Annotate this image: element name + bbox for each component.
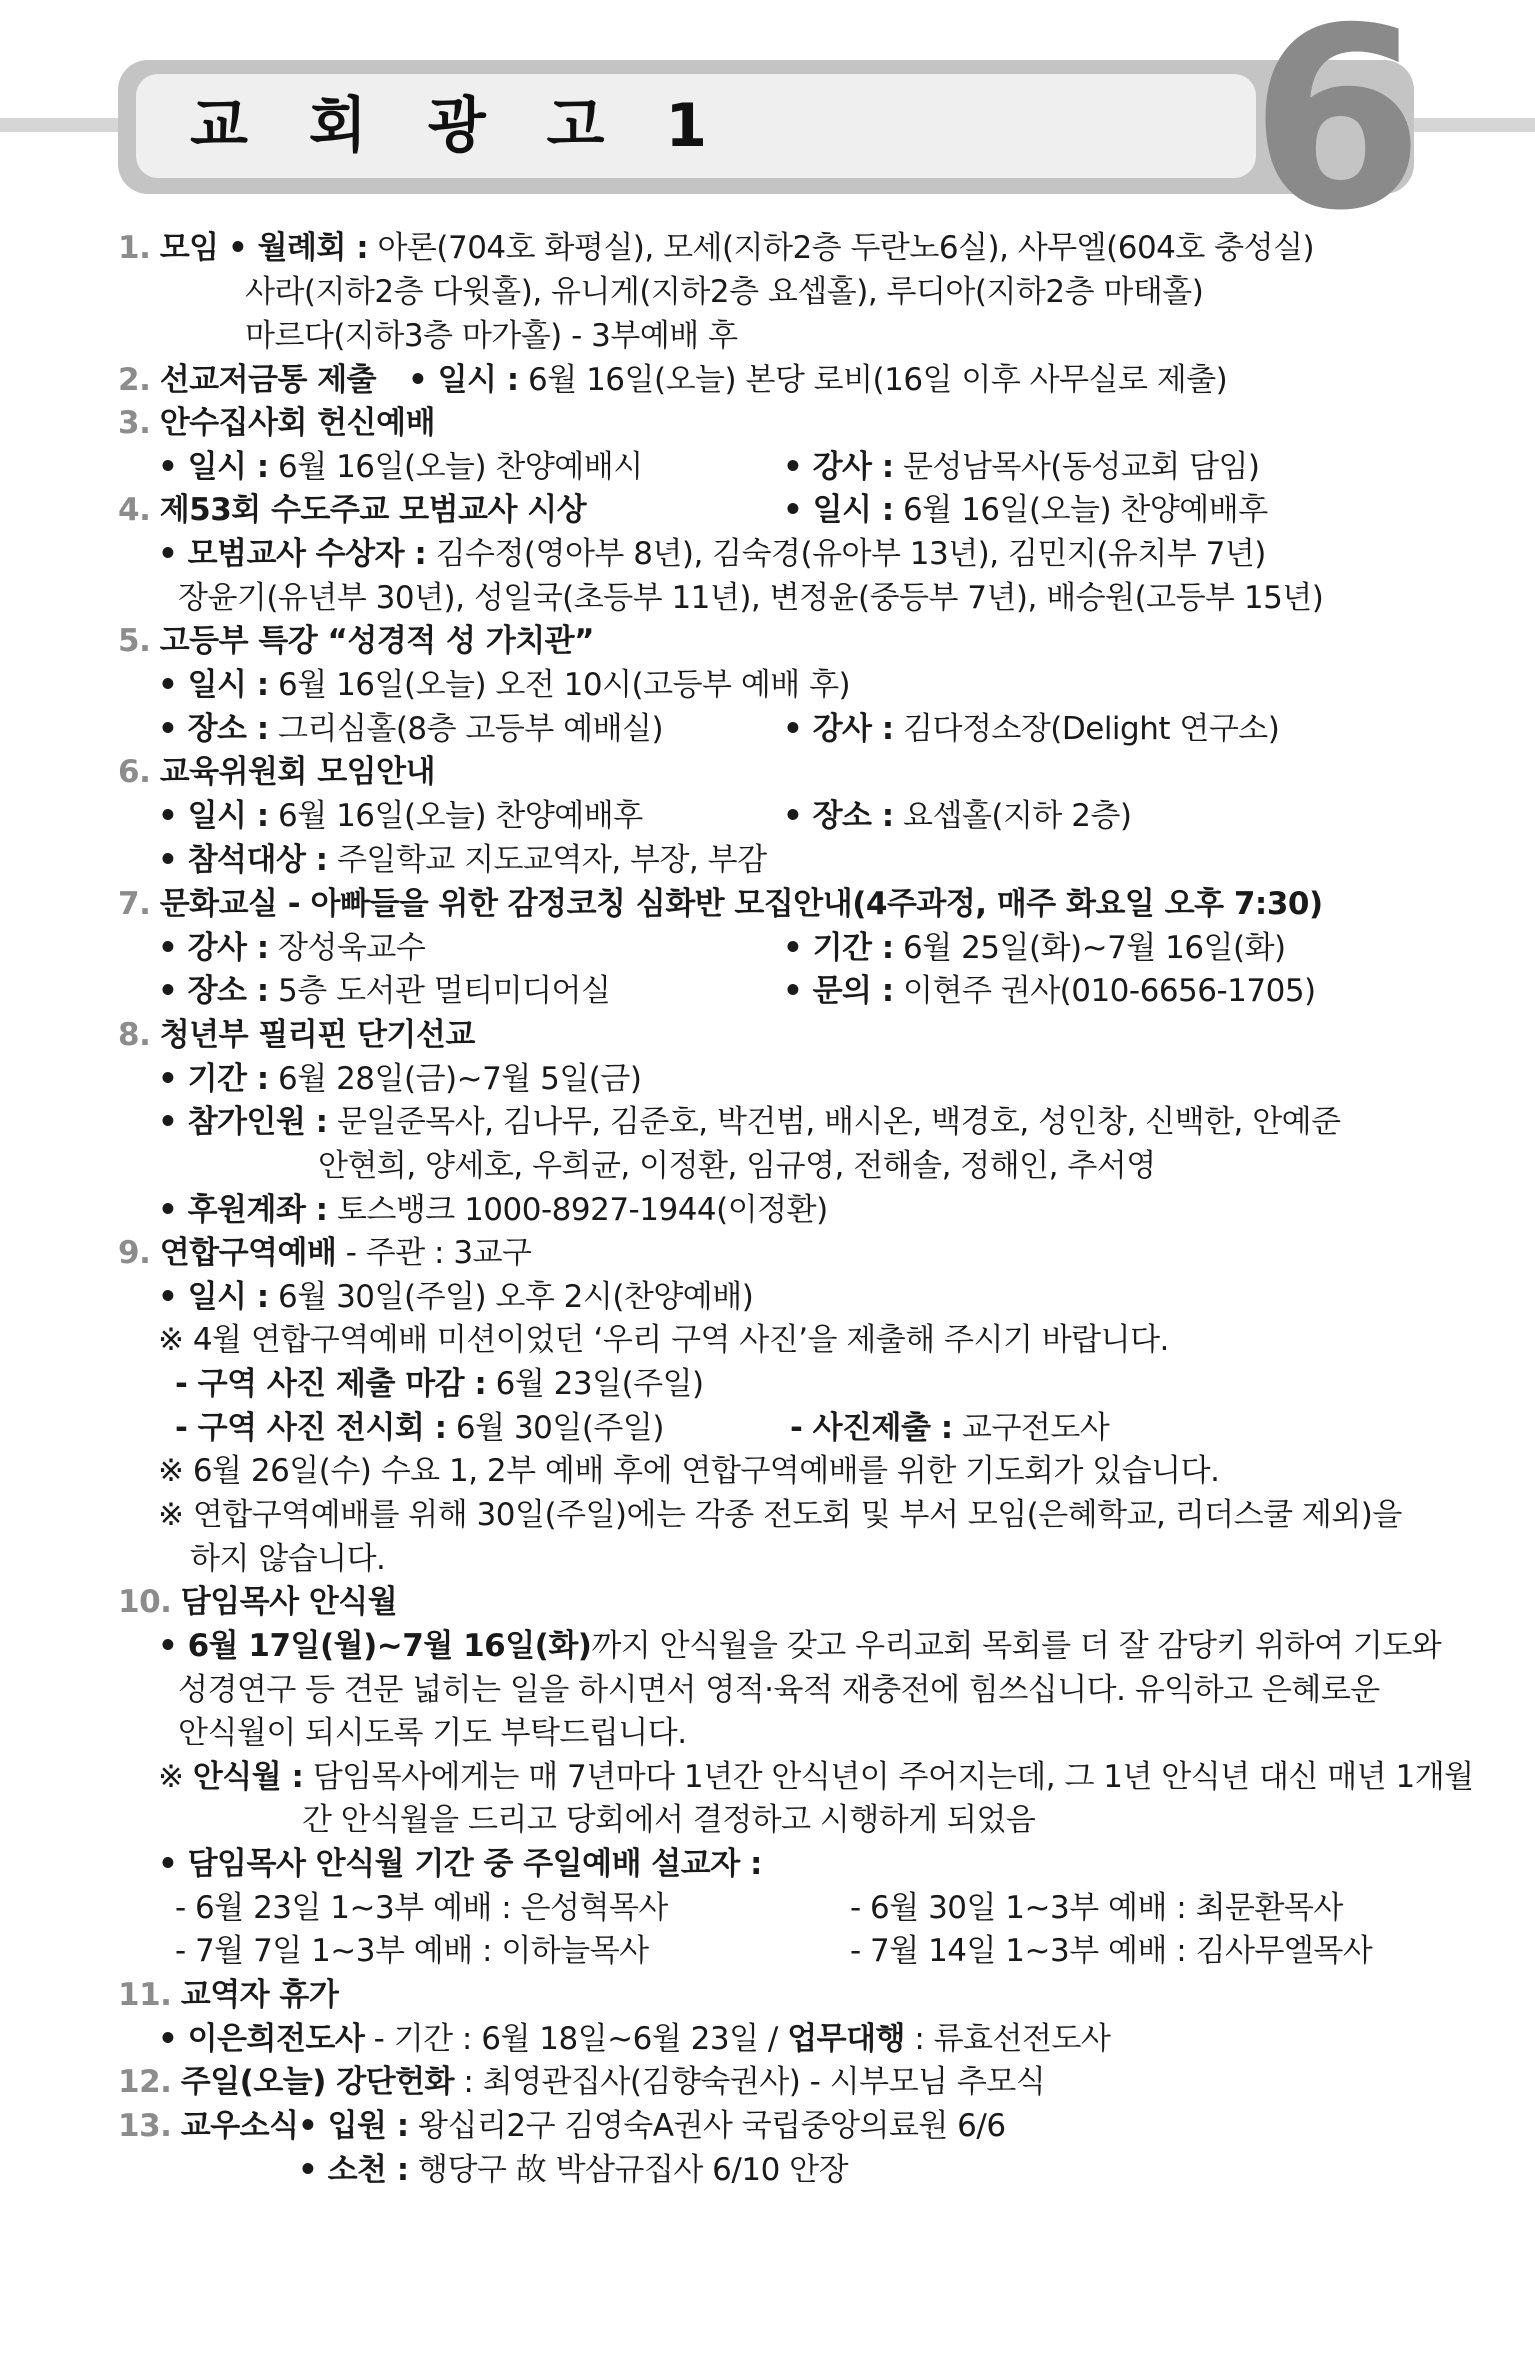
item-8-account — [158, 1190, 828, 1230]
item-7-place — [158, 971, 610, 1011]
item-number: 1. — [118, 230, 151, 266]
item-2 — [118, 360, 376, 400]
item-title-rest: - 주관 : 3교구 — [336, 1235, 532, 1271]
item-9-submit — [790, 1408, 1109, 1448]
item-text: 장성욱교수 — [268, 930, 426, 966]
item-11 — [118, 1975, 338, 2015]
item-8-period — [158, 1059, 641, 1099]
item-title: 모임 — [159, 230, 219, 266]
item-label: • 일시 : — [158, 449, 269, 485]
item-text: 요셉홀(지하 2층) — [893, 798, 1132, 834]
item-13-hospital — [298, 2106, 1006, 2146]
item-number: 2. — [118, 362, 151, 398]
item-10-body-line-2: 성경연구 등 견문 넓히는 일을 하시면서 영적·육적 재충전에 힘쓰십니다. 유익하고 은혜로운 — [178, 1672, 1380, 1708]
preacher-schedule-4: - 7월 14일 1~3부 예배 : 김사무엘목사 — [850, 1933, 1373, 1969]
item-label: • 참가인원 : — [158, 1104, 328, 1140]
item-text: 6월 16일(오늘) 찬양예배시 — [268, 449, 643, 485]
item-text: 6월 25일(화)~7월 16일(화) — [893, 930, 1286, 966]
item-text: 6월 28일(금)~7월 5일(금) — [268, 1061, 642, 1097]
item-title: 고등부 특강 “성경적 성 가치관” — [159, 623, 594, 659]
note-mark: ※ — [158, 1759, 193, 1795]
preacher-schedule-2: - 6월 30일 1~3부 예배 : 최문환목사 — [850, 1890, 1343, 1926]
item-text: 김다정소장(Delight 연구소) — [893, 711, 1280, 747]
item-title: 주일(오늘) 강단헌화 — [180, 2064, 454, 2100]
item-9-note-2: ※ 6월 26일(수) 수요 1, 2부 예배 후에 연합구역예배를 위한 기도회가 있습니다. — [158, 1453, 1220, 1489]
item-label: • 일시 : — [158, 798, 269, 834]
item-10-note — [158, 1757, 1474, 1797]
item-title: 문화교실 - 아빠들을 위한 감정코칭 심화반 모집안내(4주과정, 매주 화요일 오후 7:30) — [159, 886, 1323, 922]
item-label: • 장소 : — [158, 973, 269, 1009]
item-12 — [118, 2062, 1045, 2102]
item-9-deadline — [175, 1364, 704, 1404]
item-3-date — [158, 447, 643, 487]
item-text: 6월 16일(오늘) 오전 10시(고등부 예배 후) — [268, 667, 851, 703]
item-label: • 장소 : — [158, 711, 269, 747]
item-6-date — [158, 796, 643, 836]
item-8-members — [158, 1102, 1341, 1142]
item-2-detail — [408, 360, 1227, 400]
preacher-schedule-3: - 7월 7일 1~3부 예배 : 이하늘목사 — [175, 1933, 649, 1969]
item-number: 3. — [118, 405, 151, 441]
item-3-speaker — [783, 447, 1260, 487]
item-9-note-1: ※ 4월 연합구역예배 미션이었던 ‘우리 구역 사진’을 제출해 주시기 바랍니다. — [158, 1322, 1169, 1358]
item-title: 선교저금통 제출 — [159, 362, 377, 398]
item-9 — [118, 1233, 531, 1273]
item-label: • 입원 : — [298, 2108, 409, 2144]
item-label: • 강사 : — [783, 449, 894, 485]
item-9-exhibit — [175, 1408, 664, 1448]
item-5-speaker — [783, 709, 1279, 749]
item-text: : 최영관집사(김향숙권사) - 시부모님 추모식 — [453, 2064, 1046, 2100]
item-4-date — [783, 490, 1268, 530]
item-9-note-3-line-2: 하지 않습니다. — [190, 1541, 386, 1577]
item-label: - 구역 사진 제출 마감 : — [175, 1366, 487, 1402]
item-label: • 일시 : — [783, 492, 894, 528]
item-text: 담임목사에게는 매 7년마다 1년간 안식년이 주어지는데, 그 1년 안식년 대신 매년 1개월 — [303, 1759, 1474, 1795]
item-label: • 일시 : — [158, 1279, 269, 1315]
item-6-place — [783, 796, 1132, 836]
item-10-body — [158, 1626, 1441, 1666]
item-number: 12. — [118, 2064, 172, 2100]
item-title: 청년부 필리핀 단기선교 — [159, 1017, 475, 1053]
item-text: 까지 안식월을 갖고 우리교회 목회를 더 잘 감당키 위하여 기도와 — [591, 1628, 1442, 1664]
item-6 — [118, 752, 435, 792]
item-5-date — [158, 665, 850, 705]
item-label: • 문의 : — [783, 973, 894, 1009]
item-label: • 모범교사 수상자 : — [158, 536, 427, 572]
item-label: • 이은희전도사 — [158, 2021, 365, 2057]
item-label: • 강사 : — [783, 711, 894, 747]
item-10-preachers-heading — [158, 1844, 762, 1884]
item-7-period — [783, 928, 1286, 968]
item-8 — [118, 1015, 475, 1055]
item-number: 7. — [118, 886, 151, 922]
item-title: 안수집사회 헌신예배 — [159, 405, 436, 441]
item-text: 왕십리2구 김영숙A권사 국립중앙의료원 6/6 — [408, 2108, 1006, 2144]
item-number: 11. — [118, 1977, 172, 2013]
item-7 — [118, 884, 1323, 924]
item-title: 담임목사 안식월 — [180, 1584, 398, 1620]
item-text: 6월 30일(주일) 오후 2시(찬양예배) — [268, 1279, 754, 1315]
item-1-line-2: 사라(지하2층 다윗홀), 유니게(지하2층 요셉홀), 루디아(지하2층 마태홀) — [245, 274, 1204, 310]
item-10 — [118, 1582, 397, 1622]
item-label: - 사진제출 : — [790, 1410, 953, 1446]
item-number: 4. — [118, 492, 151, 528]
item-text: 토스뱅크 1000-8927-1944(이정환) — [327, 1192, 828, 1228]
item-10-body-line-3: 안식월이 되시도록 기도 부탁드립니다. — [178, 1715, 687, 1751]
item-label: • 일시 : — [158, 667, 269, 703]
item-text: 그리심홀(8층 고등부 예배실) — [268, 711, 664, 747]
item-text: 주일학교 지도교역자, 부장, 부감 — [327, 842, 767, 878]
item-text: 김수정(영아부 8년), 김숙경(유아부 13년), 김민지(유치부 7년) — [426, 536, 1266, 572]
item-label: • 참석대상 : — [158, 842, 328, 878]
item-label: • 기간 : — [783, 930, 894, 966]
item-text: 6월 16일(오늘) 찬양예배후 — [268, 798, 643, 834]
item-label: • 6월 17일(월)~7월 16일(화) — [158, 1628, 592, 1664]
item-number: 9. — [118, 1235, 151, 1271]
item-text: 문일준목사, 김나무, 김준호, 박건범, 배시온, 백경호, 성인창, 신백한, 안예준 — [327, 1104, 1341, 1140]
item-text: 문성남목사(동성교회 담임) — [893, 449, 1260, 485]
item-5 — [118, 621, 594, 661]
item-label: • 일시 : — [408, 362, 519, 398]
item-5-place — [158, 709, 663, 749]
item-title: 교육위원회 모임안내 — [159, 754, 436, 790]
item-title: 제53회 수도주교 모범교사 시상 — [159, 492, 587, 528]
preacher-schedule-1: - 6월 23일 1~3부 예배 : 은성혁목사 — [175, 1890, 668, 1926]
item-1 — [118, 228, 1314, 268]
item-number: 13. — [118, 2108, 172, 2144]
item-text: 이현주 권사(010-6656-1705) — [893, 973, 1316, 1009]
item-label: - 구역 사진 전시회 : — [175, 1410, 447, 1446]
item-9-note-3: ※ 연합구역예배를 위해 30일(주일)에는 각종 전도회 및 부서 모임(은혜학교, 리더스쿨 제외)을 — [158, 1497, 1402, 1533]
item-label: 안식월 : — [192, 1759, 304, 1795]
item-1-line-3: 마르다(지하3층 마가홀) - 3부예배 후 — [245, 318, 738, 354]
item-text: 6월 30일(주일) — [446, 1410, 664, 1446]
item-number: 10. — [118, 1584, 172, 1620]
item-text: 교구전도사 — [952, 1410, 1110, 1446]
item-label: 업무대행 — [787, 2021, 905, 2057]
item-13 — [118, 2106, 299, 2146]
item-text: 행당구 故 박삼규집사 6/10 안장 — [408, 2152, 849, 2188]
item-label: • 기간 : — [158, 1061, 269, 1097]
item-text: : 류효선전도사 — [905, 2021, 1111, 2057]
item-label: • 담임목사 안식월 기간 중 주일예배 설교자 : — [158, 1846, 762, 1882]
item-4-awardees — [158, 534, 1266, 574]
item-9-date — [158, 1277, 753, 1317]
item-7-speaker — [158, 928, 425, 968]
item-label: • 장소 : — [783, 798, 894, 834]
item-label: • 강사 : — [158, 930, 269, 966]
item-title: 교역자 휴가 — [180, 1977, 339, 2013]
item-number: 8. — [118, 1017, 151, 1053]
item-6-attendees — [158, 840, 767, 880]
page-number: 6 — [1250, 0, 1424, 265]
page-title: 교 회 광 고 1 — [190, 91, 728, 161]
item-number: 5. — [118, 623, 151, 659]
item-text: 5층 도서관 멀티미디어실 — [268, 973, 611, 1009]
item-13-funeral — [298, 2150, 848, 2190]
item-3 — [118, 403, 435, 443]
item-title: 교우소식 — [180, 2108, 299, 2144]
item-text: 6월 23일(주일) — [486, 1366, 704, 1402]
item-11-detail — [158, 2019, 1110, 2059]
item-label: • 월례회 : — [227, 230, 369, 266]
item-text: 6월 16일(오늘) 찬양예배후 — [893, 492, 1268, 528]
item-text: 6월 16일(오늘) 본당 로비(16일 이후 사무실로 제출) — [518, 362, 1228, 398]
item-title: 연합구역예배 — [159, 1235, 337, 1271]
item-4-line-3: 장윤기(유년부 30년), 성일국(초등부 11년), 변정윤(중등부 7년), 배승원(고등부 15년) — [178, 580, 1324, 616]
item-label: • 소천 : — [298, 2152, 409, 2188]
item-7-contact — [783, 971, 1316, 1011]
item-text: - 기간 : 6월 18일~6월 23일 / — [364, 2021, 788, 2057]
item-number: 6. — [118, 754, 151, 790]
item-label: • 후원계좌 : — [158, 1192, 328, 1228]
item-text: 아론(704호 화평실), 모세(지하2층 두란노6실), 사무엘(604호 충성실) — [368, 230, 1315, 266]
item-4 — [118, 490, 586, 530]
item-10-note-line-2: 간 안식월을 드리고 당회에서 결정하고 시행하게 되었음 — [302, 1802, 1036, 1838]
item-8-members-line-2: 안현희, 양세호, 우희균, 이정환, 임규영, 전해솔, 정해인, 추서영 — [318, 1148, 1156, 1184]
